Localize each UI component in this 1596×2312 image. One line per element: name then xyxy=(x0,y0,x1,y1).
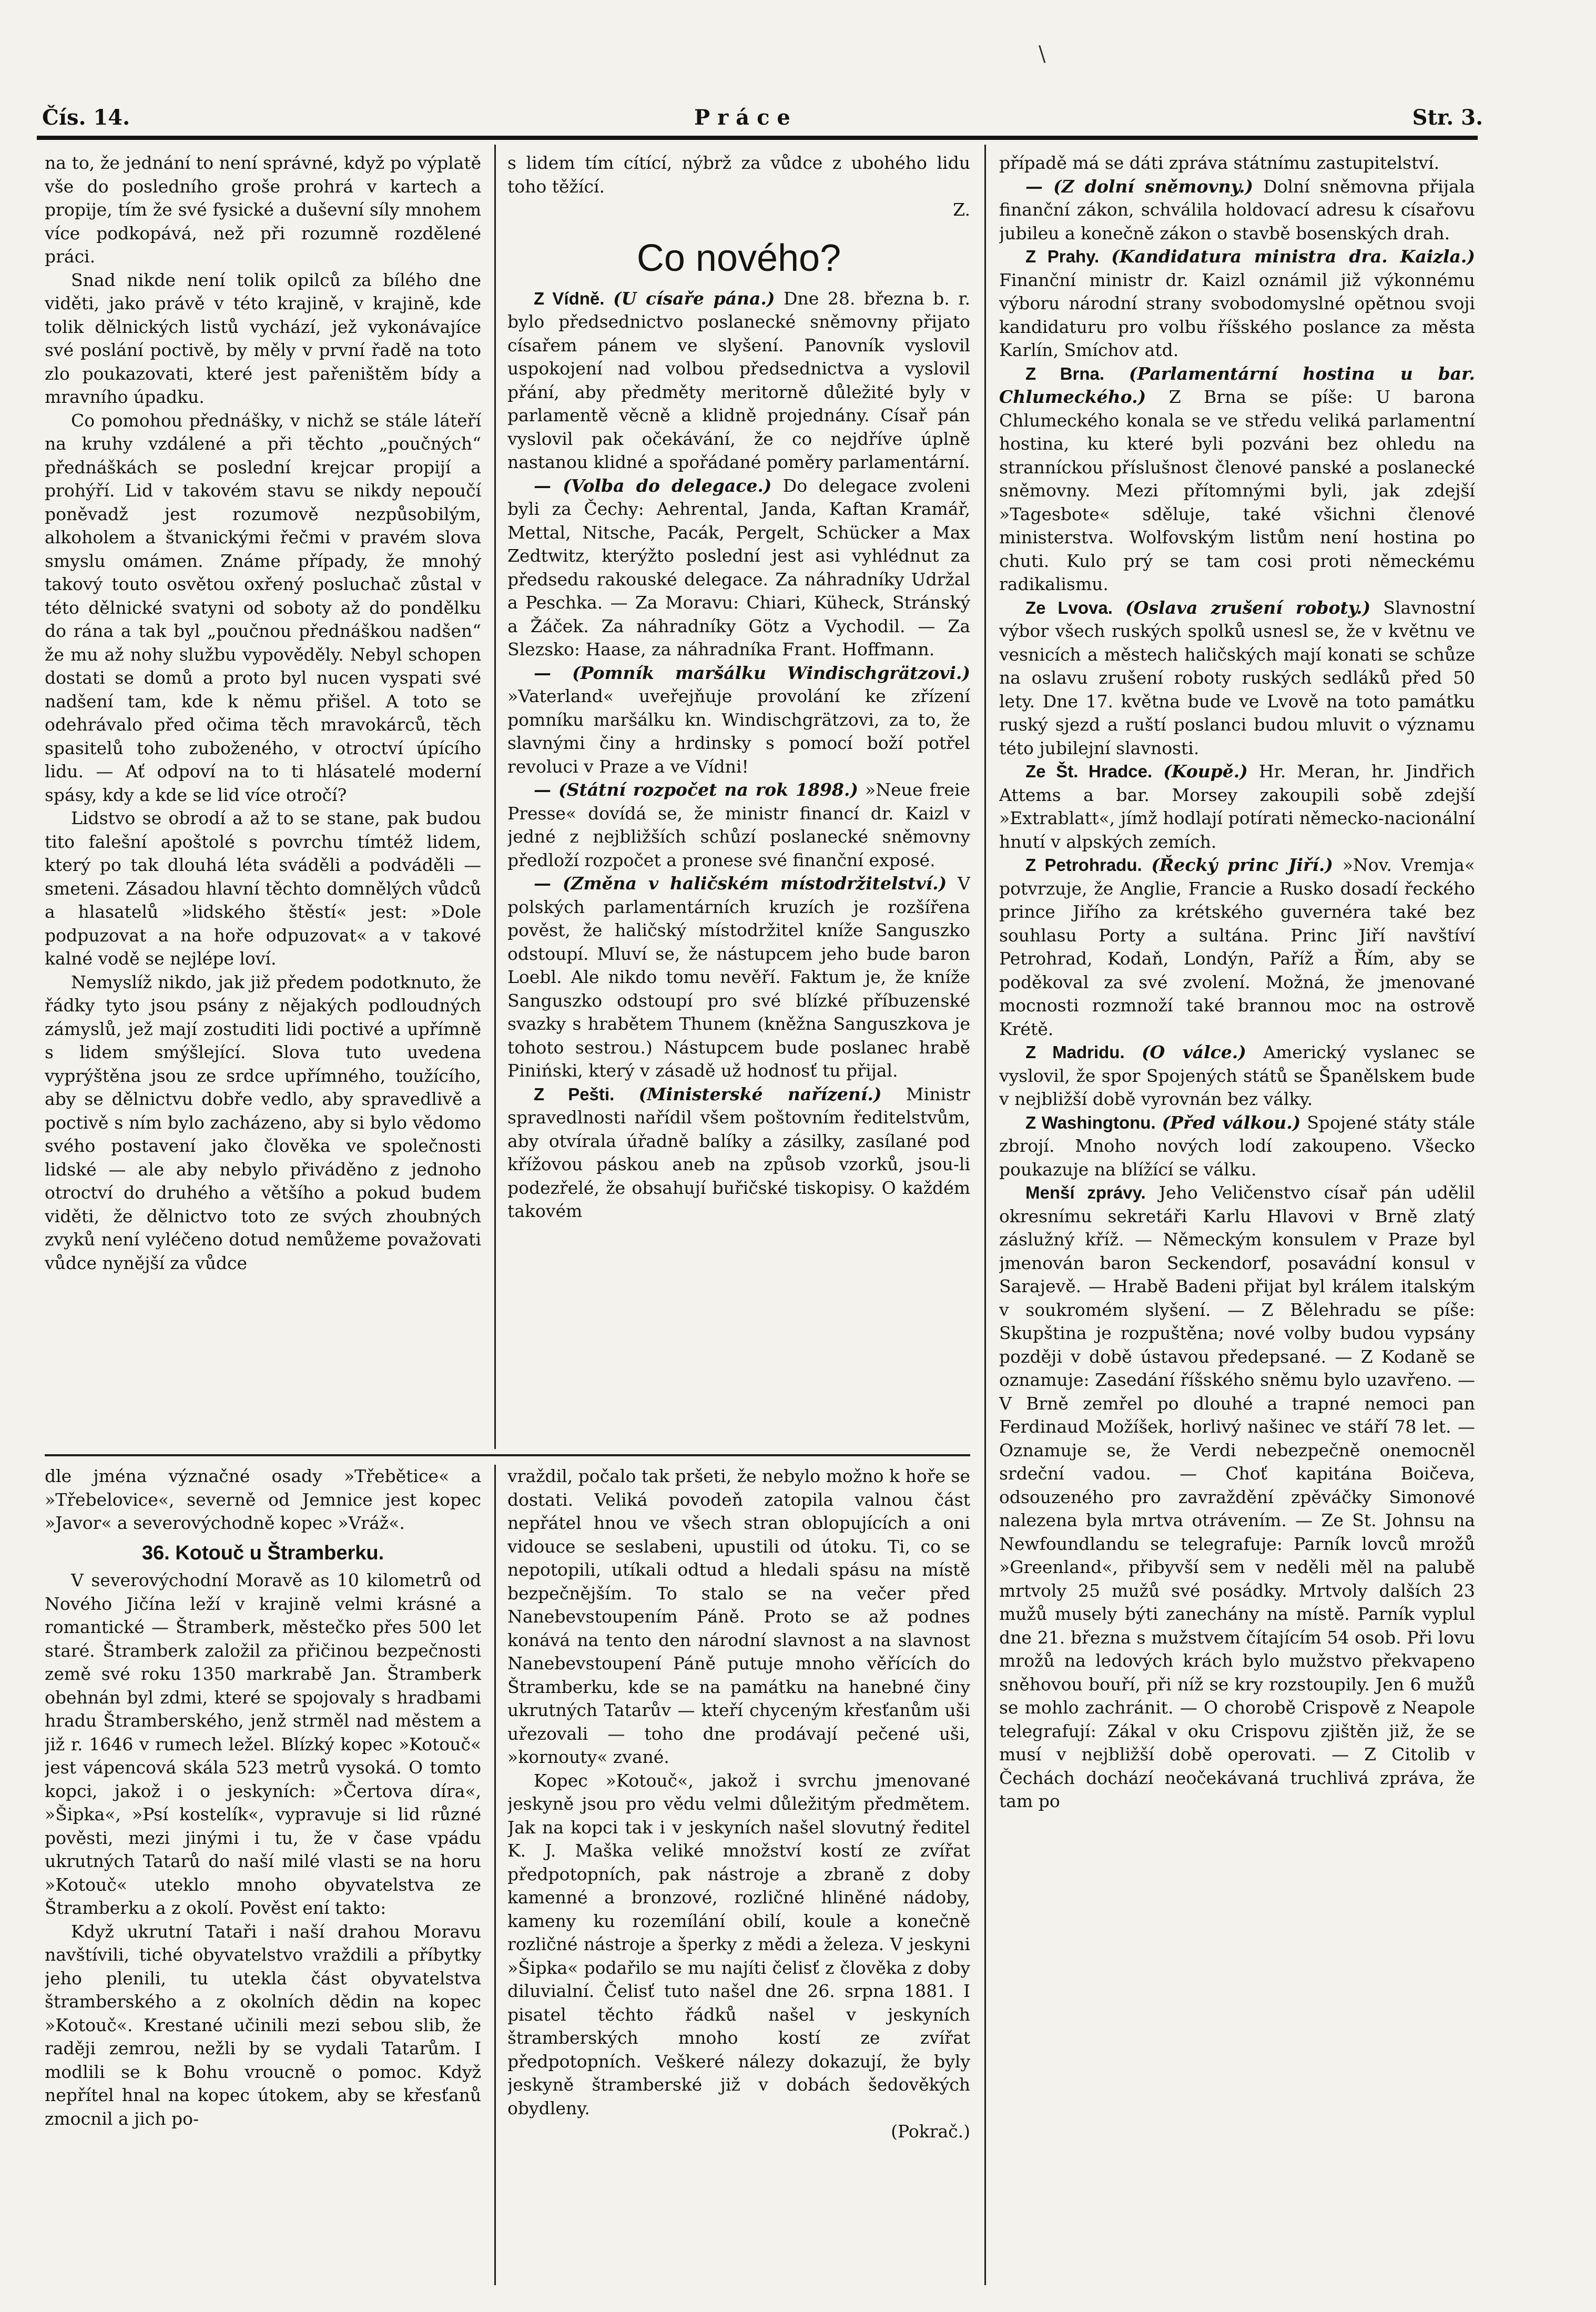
news-text: Dne 28. března b. r. bylo předsednictvo poslanecké sněmovny přijato císařem pánem ve slyšení. Panovník vyslovil uspokojení nad volbou předsednictva a vyslovil přání, aby předměty meritorně důležité byly v parlamentě věcně a klidně projednány. Císař pán vyslovil pak očekávání, že co nejdříve úplně nastanou klidné a spořádané poměry parlamentární. xyxy=(507,288,970,472)
news-item xyxy=(999,760,1475,854)
section-divider xyxy=(45,1454,970,1456)
news-text: Finanční ministr dr. Kaizl oznámil již výkonnému výboru národní strany svobodomyslné opětnou svoji kandidaturu pro volbu říšského poslance za města Karlín, Smíchov atd. xyxy=(999,269,1475,360)
news-place: Z Washingtonu. xyxy=(1025,1112,1156,1132)
news-item xyxy=(999,175,1475,246)
news-place: Z Prahy. xyxy=(1025,247,1100,266)
paragraph: s lidem tím cítící, nýbrž za vůdce z ubohého lidu toho těžící. xyxy=(507,153,970,197)
news-label: (Ministerské nařízení.) xyxy=(638,1083,882,1104)
news-text: Do delegace zvoleni byli za Čechy: Aehrental, Janda, Kaftan Kramář, Mettal, Nitsche, Pacák, Pergelt, Schücker a Max Zedtwitz, kterýžto poslední jest asi vyhlédnut za předsedu rakouské delegace. Za náhradníky Udržal a Peschka. — Za Moravu: Chiari, Küheck, Stránský a Žáček. Za náhradníky Götz a Vychodil. — Za Slezsko: Haase, za náhradníka Frant. Hoffmann. xyxy=(507,475,970,660)
article-heading: 36. Kotouč u Štramberku. xyxy=(141,1542,384,1564)
continued-note: (Pokrač.) xyxy=(891,2121,970,2142)
news-label: — (Státní rozpočet na rok 1898.) xyxy=(534,779,858,800)
news-item xyxy=(507,872,970,1083)
news-text: Ministr spravedlnosti nařídil všem poštovním ředitelstvům, aby otvírala úřadně balíky a zásilky, zasílané pod křížovou páskou aneb na způsob vzorků, jsou-li podezřelé, že obsahují buřičské tiskopisy. O každém takovém xyxy=(507,1083,970,1221)
news-item xyxy=(507,474,970,662)
news-item xyxy=(999,1041,1475,1111)
news-text: Jeho Veličenstvo císař pán udělil okresnímu sekretáři Karlu Hlavovi v Brně zlatý záslužný kříž. — Německým konsulem v Praze byl jmenován baron Seckendorf, posavádní konsul v Sarajevě. — Hrabě Badeni přijat byl králem italským v soukromém slyšení. — Z Bělehradu se píše: Skupština je rozpuštěna; nové volby budou vypsány později v době ústavou předepsané. — Z Kodaně se oznamuje: Zasedání říšského sněmu bylo uzavřeno. — V Brně zemřel po dlouhé a trapné nemoci pan Ferdinaud Možíšek, horlivý našinec ve stáří 78 let. — Oznamuje se, že Verdi nebezpečně onemocněl srdeční vadou. — Choť kapitána Boičeva, odsouzeného pro zavraždění zpěváčky Simonové nalezena byla mrtva otrávením. — Ze St. Johnsu na Newfoundlandu se telegrafuje: Parník lovců mrožů »Greenland«, přibyvší sem v neděli měl na palubě mrtvoly 25 mužů své posádky. Mrtvoly dalších 23 mužů musely býti zanechány na místě. Parník vyplul dne 21. března s mužstvem čítajícím 54 osob. Při lovu mrožů na ledových krách bylo mužstvo překvapeno sněhovou bouří, při níž se kry rozstoupily. Jen 6 mužů se mohlo zachránit. — O chorobě Crispově z Neapole telegrafují: Zákal v oku Crispovu zjištěn již, že se musí v nejbližší době operovati. — Z Citolib v Čechách dochází neočekávaná truchlivá zpráva, že tam po xyxy=(999,1182,1475,1811)
news-text: Dolní sněmovna přijala finanční zákon, schválila holdovací adresu k císařovu jubileu a konečně zákon o stavbě bosenských drah. xyxy=(999,176,1475,244)
column-1-top xyxy=(45,151,481,1448)
column-divider xyxy=(984,145,986,2285)
newspaper-title: Práce xyxy=(694,105,798,130)
news-label: — (Pomník maršálku Windischgrätzovi.) xyxy=(534,662,970,683)
news-item xyxy=(999,854,1475,1041)
news-text: »Nov. Vremja« potvrzuje, že Anglie, Francie a Rusko dosadí řeckého prince Jiřího za krétského guvernéra také bez souhlasu Porty a sultána. Princ Jiří navštíví Petrohrad, Kodaň, Londýn, Paříž a Řím, aby se poděkoval za své zvolení. Možná, že jmenované mocnosti rozmnoží také brannou moc na ostrově Krétě. xyxy=(999,855,1475,1039)
paragraph: na to, že jednání to není správné, když po výplatě vše do posledního groše prohrá v kartech a propije, tím že své fysické a duševní síly mnohem více podkopává, než při rozumně rozdělené práci. xyxy=(45,153,481,267)
news-place: Z Vídně. xyxy=(534,288,605,308)
news-label: — (Volba do delegace.) xyxy=(534,475,772,496)
section-heading: Co nového? xyxy=(636,237,841,279)
paragraph: V severovýchodní Moravě as 10 kilometrů od Nového Jičína leží v krajině velmi krásné a romantické — Štramberk, městečko přes 500 let staré. Štramberk založil za přičinou bezpečnosti země své roku 1350 markrabě Jan. Štramberk obehnán byl zdmi, které se spojovaly s hradbami hradu Štramberského, jenž strměl nad městem a již r. 1646 v rumech ležel. Blízký kopec »Kotouč« jest vápencová skála 523 metrů vysoká. O tomto kopci, jakož i o jeskyních: »Čertova díra«, »Šipka«, »Psí kostelík«, vypravuje si lid různé pověsti, mezi jinými i tu, že v čase vpádu ukrutných Tatarů do naší milé vlasti se na horu »Kotouč« uteklo mnoho obyvatelstva ze Štramberku a z okolí. Pověst ení takto: xyxy=(45,1570,481,1918)
paragraph: Kopec »Kotouč«, jakož i svrchu jmenované jeskyně jsou pro vědu velmi důležitým předmětem. Jak na kopci tak i v jeskyních našel slovutný ředitel K. J. Maška veliké množství kostí ze zvířat předpotopních, pak nástroje a zbraně z doby kamenné a bronzové, rozličné hliněné nádoby, kameny ku rozemílání obilí, koule a konečně rozličné nástroje a šperky z mědi a železa. V jeskyni »Šipka« podařilo se mu najíti čelisť z člověka z doby diluvialní. Čelisť tuto našel dne 26. srpna 1881. I pisatel těchto řádků našel v jeskyních štramberských mnoho kostí ze zvířat předpotopních. Veškeré nálezy dokazují, že byly jeskyně štramberské již v dobách šedověkých obydleny. xyxy=(507,1770,970,2118)
page-header xyxy=(42,100,1483,137)
column-divider xyxy=(494,1465,496,2285)
paragraph: dle jména význačné osady »Třebětice« a »Třebelovice«, severně od Jemnice jest kopec »Javor« a severovýchodně kopec »Vráž«. xyxy=(45,1466,481,1533)
news-item xyxy=(507,778,970,872)
news-label: (U císaře pána.) xyxy=(613,288,775,309)
column-divider xyxy=(494,145,496,1449)
page-number: Str. 3. xyxy=(1412,105,1483,130)
news-label: (Koupě.) xyxy=(1163,761,1248,782)
news-place: Z Petrohradu. xyxy=(1025,855,1142,875)
news-text: »Vaterland« uveřejňuje provolání ke zřízení pomníku maršálku kn. Windischgrätzovi, za to, že slavnými činy a hrdinsky s pomocí boží potřel revoluci v Praze a ve Vídni! xyxy=(507,686,970,777)
news-place: Ze Lvova. xyxy=(1025,597,1113,617)
news-label: (Parlamentární hostina u bar. Chlumeckého.) xyxy=(999,363,1475,407)
paragraph: Co pomohou přednášky, v nichž se stále láteří na kruhy vzdálené a při těchto „poučných“ přednáškách se poslední krejcar propijí a prohýří. Lid v takovém stavu se nikdy nepoučí poněvadž jest rozumově nezpůsobilým, alkoholem a štvanickými řečmi v pravém slova smyslu omámen. Známe případy, že mnohý takový touto osvětou oxřený posluchač zůstal v této dělnické svatyni od soboty až do pondělku do rána a tak byl „poučnou přednáškou nadšen“ že mu až nohy službu vypověděly. Nebyl schopen dostati se domů a proto byl nucen vyspati své nadšení tam, kde k němu přišel. A toto se odehrávalo před očima těch mravokárců, těch spasitelů toho zuboženého, v otroctví úpícího lidu. — Ať odpoví na to ti hlásatelé moderní spásy, kdy a kde se lid více otročí? xyxy=(45,410,481,805)
column-2-bottom xyxy=(507,1465,970,2290)
news-place: Z Brna. xyxy=(1025,363,1105,383)
news-item xyxy=(507,1083,970,1223)
news-text: Z Brna se píše: U barona Chlumeckého konala se ve středu veliká parlamentní hostina, ku které byli pozváni bez ohledu na stranníckou příslušnost členové panské a poslanecké sněmovny. Mezi přítomnými byli, jak zdejší »Tagesbote« sděluje, také všichni členové ministerstva. Wolfovským listům není hostina po chuti. Kulo prý se tam cosi proti německému radikalismu. xyxy=(999,387,1475,594)
news-text: Slavnostní výbor všech ruských spolků usnesl se, že v květnu ve vesnicích a městech haličských mají konati se schůze na oslavu zrušení roboty ruských sedláků před 50 lety. Dne 17. května bude ve Lvově na toto památku ruský sjezd a ruští poslanci budou mluvit o významu této jubilejní slavnosti. xyxy=(999,597,1475,758)
paragraph: Nemyslíž nikdo, jak již předem podotknuto, že řádky tyto jsou psány z nějakých podloudných zámyslů, jež mají zostuditi lidi poctivé a upřímně s lidem smýšlející. Slova tuto uvedena vyprýštěna jsou ze srdce upřímného, toužícího, aby se dělnictvu dobře vedlo, aby spravedlivě a poctivě s ním bylo zacházeno, aby si bylo vědomo svého postavení jako člověka ve společnosti lidské — ale aby nebylo přiváděno z jednoho otroctví do druhého a většího a pokud budem viděti, že dělnictvo toto ze svých zhoubných zvyků není vyléčeno dotud nemůžeme považovati vůdce nynější za vůdce xyxy=(45,971,481,1273)
column-2-top xyxy=(507,151,970,1448)
news-item xyxy=(999,1181,1475,1813)
paragraph: Snad nikde není tolik opilců za bílého dne viděti, jako právě v této krajině, v krajině, kde tolik dělnických listů vychází, jež vykonávajíce své poslání poctivě, by měly v první řadě na toto zlo poukazovati, které jest pařeništěm bídy a mravního úpadku. xyxy=(45,269,481,407)
news-place: Menší zprávy. xyxy=(1025,1183,1146,1202)
news-label: (Řecký princ Jiří.) xyxy=(1151,855,1334,875)
column-3 xyxy=(999,151,1475,2287)
news-label: — (Z dolní sněmovny.) xyxy=(1025,176,1254,197)
column-1-bottom xyxy=(45,1465,481,2290)
news-item xyxy=(999,362,1475,596)
news-label: (Před válkou.) xyxy=(1162,1112,1301,1133)
stray-mark: \ xyxy=(1039,42,1046,66)
paragraph: vraždil, počalo tak pršeti, že nebylo možno k hoře se dostati. Veliká povodeň zatopila valnou část nepřátel hnou ve všech stran oblopujících a oni vidouce se seslabeni, upustili od útoku. Ti, co se nepotopili, utíkali odtud a hledali spásu na místě bezpečnějším. To stalo se na večer před Nanebevstoupením Páně. Proto se až podnes konává na tento den národní slavnost a na slavnost Nanebevstoupení Páně putuje mnoho věřících do Štramberku, kde se na památku na hanebné činy ukrutných Tatarův — kteří chyceným křesťanům uši uřezovali — toho dne prodávají pečené uši, »kornouty« zvané. xyxy=(507,1466,970,1767)
news-text: V polských parlamentárních kruzích je rozšířena pověst, že haličský místodržitel kníže Sanguszko odstoupí. Mluví se, že nástupcem jeho bude baron Loebl. Ale nikdo tomu nevěří. Faktum je, že kníže Sanguszko odstoupí pro své blízké příbuzenské svazky s hrabětem Thunem (kněžna Sanguszkova je tohoto sestrou.) Nástupcem bude poslanec hrabě Piniński, který v zásadě už hodnosť tu přijal. xyxy=(507,873,970,1081)
paragraph: případě má se dáti zpráva státnímu zastupitelství. xyxy=(999,153,1440,173)
news-item xyxy=(999,245,1475,362)
news-text: Hr. Meran, hr. Jindřich Attems a bar. Morsey zakoupili sobě zdejší »Extrablatt«, jímž hodlají potírati německo-nacionální hnutí v alpských zemích. xyxy=(999,761,1475,852)
news-item xyxy=(507,662,970,779)
news-place: Z Madridu. xyxy=(1025,1042,1125,1062)
news-text: Spojené státy stále zbrojí. Mnoho nových lodí zakoupeno. Všecko poukazuje na blížící se válku. xyxy=(999,1112,1475,1180)
paragraph: Lidstvo se obrodí a až to se stane, pak budou tito falešní apoštolé s povrchu tímtéž lidem, který po tak dlouhá léta sváděli a podváděli — smeteni. Zásadou hlavní těchto domnělých vůdců a hlasatelů »lidského štěstí« jest: »Dole podpuzovat a na hoře odpuzovat« a v takové kalné vodě se nejlépe loví. xyxy=(45,808,481,969)
news-label: (Kandidatura ministra dra. Kaizla.) xyxy=(1111,246,1475,267)
news-text: Americký vyslanec se vyslovil, že spor Spojených států se Španělskem bude v nejbližší době vyrovnán bez války. xyxy=(999,1042,1475,1109)
header-rule xyxy=(37,136,1478,140)
news-place: Ze Št. Hradce. xyxy=(1025,762,1153,781)
news-item xyxy=(999,1111,1475,1182)
news-item xyxy=(999,596,1475,760)
news-label: — (Změna v haličském místodržitelství.) xyxy=(534,873,947,894)
signature: Z. xyxy=(953,199,970,220)
paragraph: Když ukrutní Tataři i naší drahou Moravu navštívili, tiché obyvatelstvo vraždili a příbytky jeho plenili, tu utekla část obyvatelstva štramberského a z okolních dědin na kopec »Kotouč«. Krestané učinili mezi sebou slib, že raději zemrou, nežli by se vydali Tatarům. I modlili se k Bohu vroucně o pomoc. Když nepřítel hnal na kopec útokem, aby se křesťanů zmocnil a jich po- xyxy=(45,1921,481,2129)
news-place: Z Pešti. xyxy=(534,1084,615,1104)
news-label: (O válce.) xyxy=(1141,1042,1246,1062)
news-item xyxy=(507,287,970,474)
news-text: »Neue freie Presse« dovídá se, že ministr financí dr. Kaizl v jedné z nejbližších schůzí poslanecké sněmovny předloží rozpočet a pronese své finanční exposé. xyxy=(507,779,970,870)
issue-number: Čís. 14. xyxy=(42,105,130,130)
news-label: (Oslava zrušení roboty.) xyxy=(1125,597,1371,618)
